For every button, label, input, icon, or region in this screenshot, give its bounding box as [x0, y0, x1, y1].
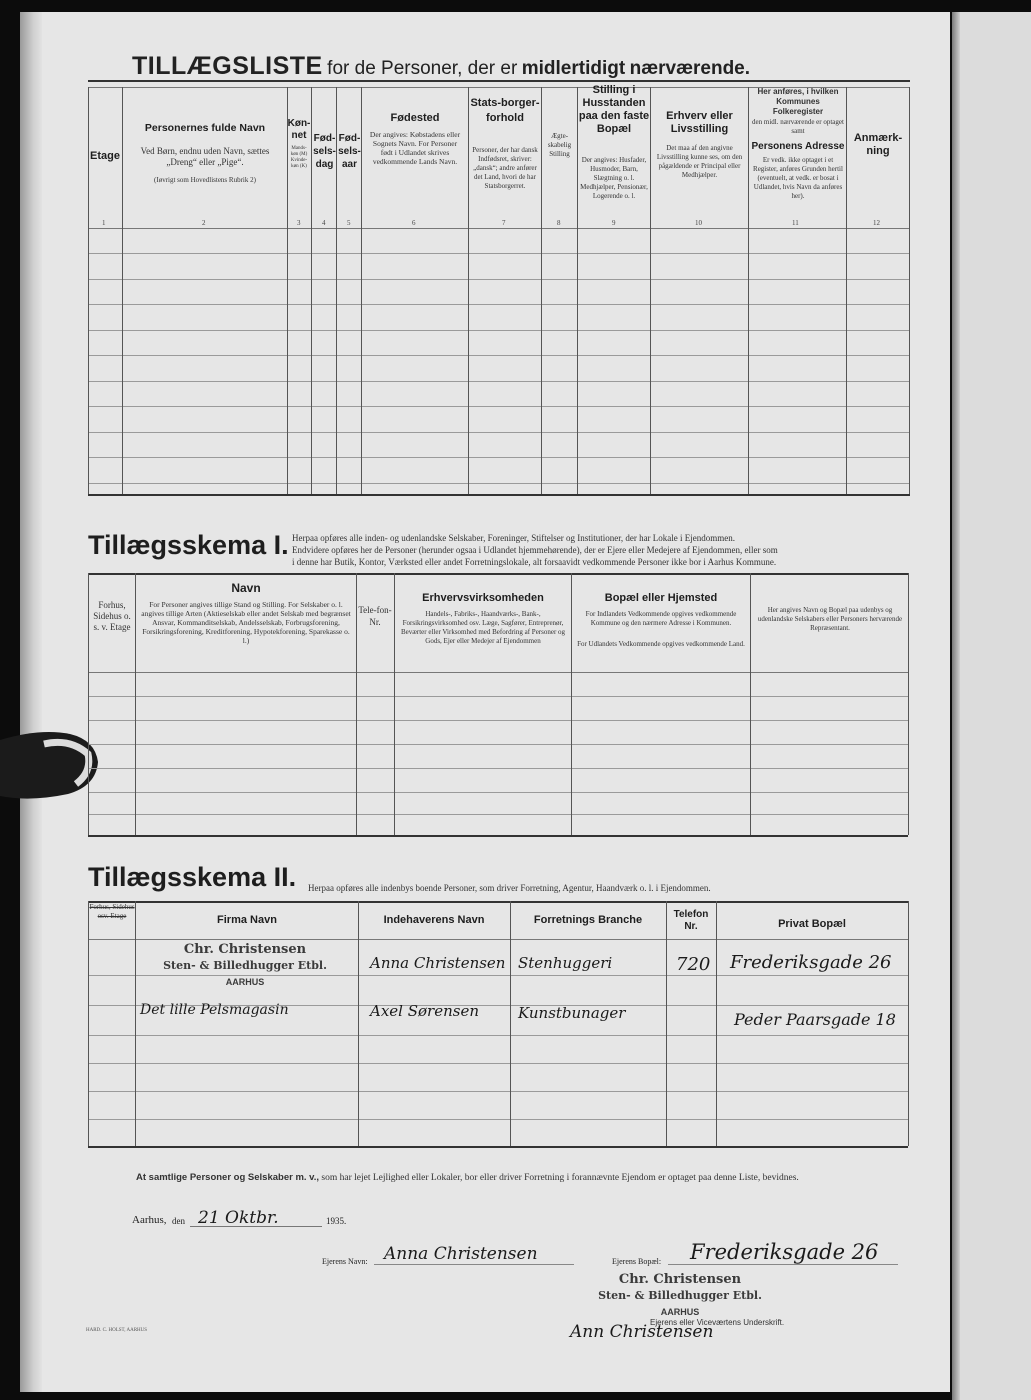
- skema1-col-bopael-head: Bopæl eller Hjemsted: [604, 592, 718, 604]
- column-line: [88, 901, 89, 1146]
- declaration-text-rest: som har lejet Lejlighed eller Lokaler, bor eller driver Forretning i forannævnte Ejendom er optaget paa denne Liste, bevidnes.: [321, 1173, 799, 1183]
- owner-address-line: [668, 1264, 898, 1265]
- owner-name-line: [374, 1264, 574, 1265]
- col-birthplace-header: Fødested: [390, 112, 440, 124]
- column-line: [666, 901, 667, 1146]
- col-number: 9: [612, 219, 616, 227]
- skema1-col-telefon: Tele-fon-Nr.: [358, 605, 392, 627]
- row-line: [88, 381, 910, 382]
- column-line: [716, 901, 717, 1146]
- column-line: [358, 901, 359, 1146]
- col-number: 7: [502, 219, 506, 227]
- col-number: 5: [347, 219, 351, 227]
- column-line: [88, 87, 89, 494]
- col-address-pre2: den midl. nærværende er optaget samt: [752, 118, 844, 135]
- row-line: [88, 253, 910, 254]
- stamp-line-1: Chr. Christensen: [618, 1272, 742, 1287]
- stamp-line-3: AARHUS: [660, 1307, 700, 1317]
- row-line: [88, 744, 908, 745]
- row-line: [88, 1119, 908, 1120]
- signature-stamp: [580, 1272, 780, 1320]
- company-stamp: [150, 942, 340, 990]
- col-birthplace-sub: Der angives: Købstadens eller Sognets Navn. For Personer født i Udlandet skrives vedkommende Lands Navn.: [369, 130, 461, 166]
- column-line: [468, 87, 469, 494]
- col-citizenship-sub: Personer, der har dansk Indfødsret, skriver: „dansk“; andre anfører det Land, hvori de har Statsborgerret.: [472, 146, 538, 190]
- owner-address-handwriting: Frederiksgade 26: [690, 1240, 879, 1264]
- row-line: [88, 330, 910, 331]
- col-household-sub: Der angives: Husfader, Husmoder, Barn, Slægtning o. l. Medhjælper, Pensionær, Logerende o. l.: [580, 156, 648, 200]
- row1-address: Frederiksgade 26: [730, 952, 892, 973]
- skema2-col-telefon: Telefon Nr.: [673, 909, 709, 932]
- col-number: 8: [557, 219, 561, 227]
- skema1-intro-1: Herpaa opføres alle inden- og udenlandske Selskaber, Foreninger, Stiftelser og Institutioner, der har Lokale i Ejendommen.: [292, 533, 736, 543]
- row-line: [88, 432, 910, 433]
- title-emphasis: midlertidigt: [521, 58, 626, 79]
- printer-imprint: HARD. C. HOLST, AARHUS: [86, 1328, 148, 1333]
- skema1-col-bopael-sub2: For Udlandets Vedkommende opgives vedkommende Land.: [577, 640, 745, 648]
- row-line: [88, 720, 908, 721]
- column-line: [750, 573, 751, 835]
- skema2-col-firma: Firma Navn: [217, 914, 277, 926]
- stamp-line-2: Sten- & Billedhugger Etbl.: [598, 1289, 762, 1302]
- row1-owner-name: Anna Christensen: [370, 954, 506, 972]
- col-number: 10: [695, 219, 702, 227]
- col-number: 11: [792, 219, 799, 227]
- col-sex-header: Køn-net: [287, 118, 311, 141]
- col-number: 12: [873, 219, 880, 227]
- skema2-intro: Herpaa opføres alle indenbys boende Personer, som driver Forretning, Agentur, Haandværk o. l. i Ejendommen.: [308, 883, 711, 893]
- column-line: [748, 87, 749, 494]
- row2-company-name: Det lille Pelsmagasin: [140, 1002, 289, 1018]
- owner-name-signature: Anna Christensen: [384, 1244, 538, 1264]
- col-etage-header: Etage: [90, 150, 120, 162]
- col-number: 1: [102, 219, 106, 227]
- row1-telephone: 720: [676, 954, 711, 975]
- skema2-col-etage: Forhus, Sidehus osv. Etage: [89, 903, 135, 920]
- skema1-intro-3: i denne har Butik, Kontor, Værksted eller andet Forretningslokale, alt forsaavidt vedkommende Personer ikke bor i Aarhus Kommune.: [292, 557, 777, 567]
- row2-owner-name: Axel Sørensen: [370, 1002, 479, 1020]
- col-name-sub2: (Iøvrigt som Hovedlistens Rubrik 2): [154, 176, 256, 184]
- signature-label: Ejerens eller Viceværtens Underskrift.: [650, 1318, 785, 1327]
- col-sex-sub: Mands-køn (M) Kvinde-køn (K): [290, 146, 308, 169]
- owner-name-label: Ejerens Navn:: [322, 1257, 368, 1266]
- skema1-col-navn-head: Navn: [231, 581, 261, 595]
- row-line: [88, 792, 908, 793]
- skema2-col-indehaver: Indehaverens Navn: [383, 914, 485, 926]
- col-number: 6: [412, 219, 416, 227]
- col-occupation-sub: Det maa af den angivne Livsstilling kunne ses, om den pågældende er Principal eller Medhjælper.: [656, 144, 743, 179]
- row-line: [88, 1035, 908, 1036]
- row-line: [88, 483, 910, 484]
- row2-branch: Kunstbunager: [518, 1004, 626, 1022]
- book-binding: [20, 12, 42, 1392]
- declaration-text-bold: At samtlige Personer og Selskaber m. v.,: [136, 1172, 320, 1183]
- title-middle: for de Personer, der er: [327, 58, 518, 79]
- skema1-col-repr: Her angives Navn og Bopæl paa udenbys og udenlandske Selskabers eller Personers herværende Repræsentant.: [757, 606, 903, 632]
- column-line: [135, 901, 136, 1146]
- row2-address: Peder Paarsgade 18: [734, 1010, 896, 1029]
- declaration-date: 21 Oktbr.: [198, 1208, 279, 1228]
- column-line: [571, 573, 572, 835]
- column-line: [394, 573, 395, 835]
- document-page: [20, 12, 950, 1392]
- row-line: [88, 355, 910, 356]
- column-line: [135, 573, 136, 835]
- next-page-edge: [952, 12, 1031, 1400]
- skema2-title: Tillægsskema II.: [88, 862, 297, 892]
- skema1-title: Tillægsskema I.: [88, 530, 289, 560]
- col-number: 3: [297, 219, 301, 227]
- stamp-line-1: Chr. Christensen: [183, 942, 307, 957]
- binder-clip-icon: [0, 728, 100, 808]
- column-line: [908, 901, 909, 1146]
- col-address-header: Personens Adresse: [751, 141, 845, 152]
- declaration-year: 1935.: [326, 1216, 347, 1226]
- col-number: 4: [322, 219, 326, 227]
- col-occupation-header: Erhverv eller Livsstilling: [666, 110, 733, 135]
- column-line: [577, 87, 578, 494]
- col-birthyear-header: Fød-sels-aar: [338, 133, 361, 170]
- stamp-line-2: Sten- & Billedhugger Etbl.: [163, 959, 327, 972]
- column-line: [909, 87, 910, 494]
- owner-address-label: Ejerens Bopæl:: [612, 1257, 662, 1266]
- declaration-den: den: [172, 1216, 185, 1226]
- col-citizenship-header: Stats-borger-forhold: [470, 97, 540, 124]
- row-line: [88, 457, 910, 458]
- title-bold: TILLÆGSLISTE: [132, 52, 323, 80]
- row-line: [88, 304, 910, 305]
- col-household-header: Stilling i Husstanden paa den faste Bopæl: [578, 84, 650, 135]
- col-marital-sub: Ægte-skabelig Stilling: [547, 132, 572, 158]
- column-line: [510, 901, 511, 1146]
- skema2-col-branche: Forretnings Branche: [533, 914, 643, 926]
- title-end: nærværende.: [629, 58, 751, 79]
- skema1-col-navn-sub: For Personer angives tillige Stand og Stilling. For Selskaber o. l. angives tillige Arten (Aktieselskab eller andet Selskab med begrænset Ansvar, Kommanditselskab, Andelsselskab, Forbrugsforening, Forsikringsforening, Kreditforening, Hypotekforening, Sparekasse o. l.): [141, 600, 351, 645]
- row-line: [88, 406, 910, 407]
- skema1-col-bopael-sub1: For Indlandets Vedkommende opgives vedkommende Kommune og den nærmere Adresse i Kommunen.: [585, 610, 737, 627]
- row-line: [88, 814, 908, 815]
- signature-handwriting: Ann Christensen: [570, 1322, 714, 1342]
- stamp-line-3: AARHUS: [225, 977, 265, 987]
- skema1-intro-2: Endvidere opføres her de Personer (herunder ogsaa i Udlandet hjemmehørende), der er Ejere eller Medejere af Ejendommen, eller som: [292, 545, 778, 555]
- main-title: [132, 52, 892, 81]
- skema1-col-erhverv-sub: Handels-, Fabriks-, Haandværks-, Bank-, Forsikringsvirksomhed osv. Læge, Sagfører, Entreprenør, Beværter eller Virksomhed med Befordring af Personer og Gods, Ejer eller Medejer af Ejendommen: [400, 610, 566, 645]
- column-line: [122, 87, 123, 494]
- declaration-text: [136, 1172, 906, 1184]
- col-remark-header: Anmærk-ning: [853, 132, 903, 157]
- col-name-header: Personernes fulde Navn: [144, 122, 266, 134]
- col-name-sub: Ved Børn, endnu uden Navn, sættes „Dreng“ eller „Pige“.: [140, 146, 270, 167]
- declaration-city: Aarhus,: [132, 1214, 167, 1226]
- column-line: [88, 573, 89, 835]
- row-line: [88, 279, 910, 280]
- column-line: [650, 87, 651, 494]
- row1-branch: Stenhuggeri: [518, 954, 613, 972]
- col-birthday-header: Fød-sels-dag: [313, 133, 336, 170]
- skema1-col-etage: Forhus, Sidehus o. s. v. Etage: [93, 600, 131, 632]
- column-line: [908, 573, 909, 835]
- row-line: [88, 1091, 908, 1092]
- skema1-col-erhverv-head: Erhvervsvirksomheden: [422, 592, 544, 604]
- col-address-pre: Her anføres, i hvilken Kommunes Folkeregister: [757, 87, 839, 116]
- row-line: [88, 696, 908, 697]
- col-number: 2: [202, 219, 206, 227]
- col-address-sub: Er vedk. ikke optaget i et Register, anføres Grunden hertil (eventuelt, at vedk. er bosat i Udlandet, hvis Navn da anføres her).: [753, 156, 843, 200]
- row-line: [88, 1063, 908, 1064]
- skema2-col-bopael: Privat Bopæl: [778, 918, 846, 930]
- row-line: [88, 768, 908, 769]
